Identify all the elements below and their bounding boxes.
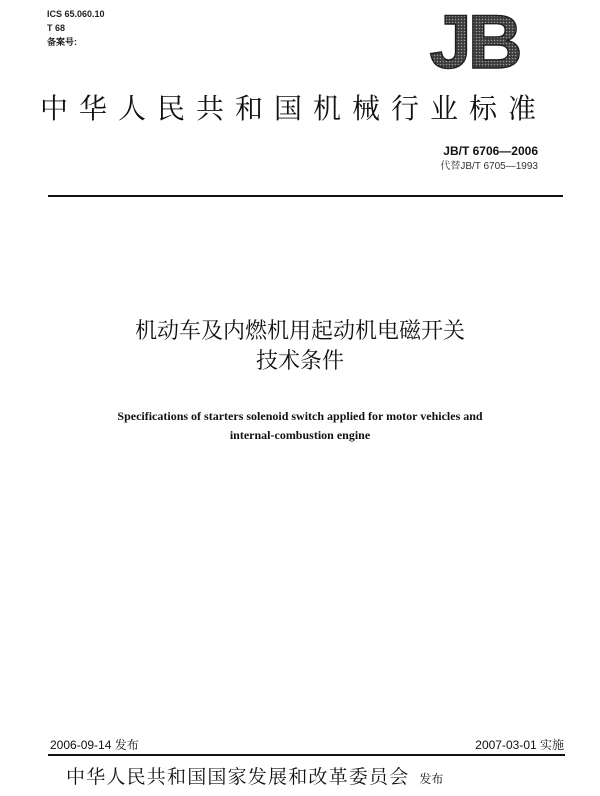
release-date: 2006-09-14 发布 — [50, 738, 139, 752]
industry-standard-title: 中华人民共和国机械行业标准 — [40, 92, 548, 125]
class-code: T 68 — [47, 23, 66, 33]
publisher-action: 发布 — [419, 772, 444, 786]
title-cn-line1: 机动车及内燃机用起动机电磁开关 — [134, 319, 465, 344]
title-en-line1: Specifications of starters solenoid switch applied for motor vehicles and — [117, 409, 483, 423]
ics-code: ICS 65.060.10 — [47, 9, 105, 19]
publisher-name: 中华人民共和国国家发展和改革委员会 — [66, 766, 410, 788]
bottom-divider — [48, 754, 565, 756]
jb-logo — [412, 6, 536, 74]
title-en-line2: internal-combustion engine — [229, 428, 371, 442]
publisher — [66, 765, 586, 791]
effective-date: 2007-03-01 实施 — [475, 738, 564, 752]
title-cn-line2: 技术条件 — [255, 349, 344, 374]
top-divider — [48, 195, 563, 197]
replaced-standard: 代替JB/T 6705—1993 — [440, 161, 538, 172]
standard-number: JB/T 6706—2006 — [443, 144, 538, 158]
jb-logo-text: JB — [429, 6, 519, 74]
record-number: 备案号: — [47, 37, 77, 47]
